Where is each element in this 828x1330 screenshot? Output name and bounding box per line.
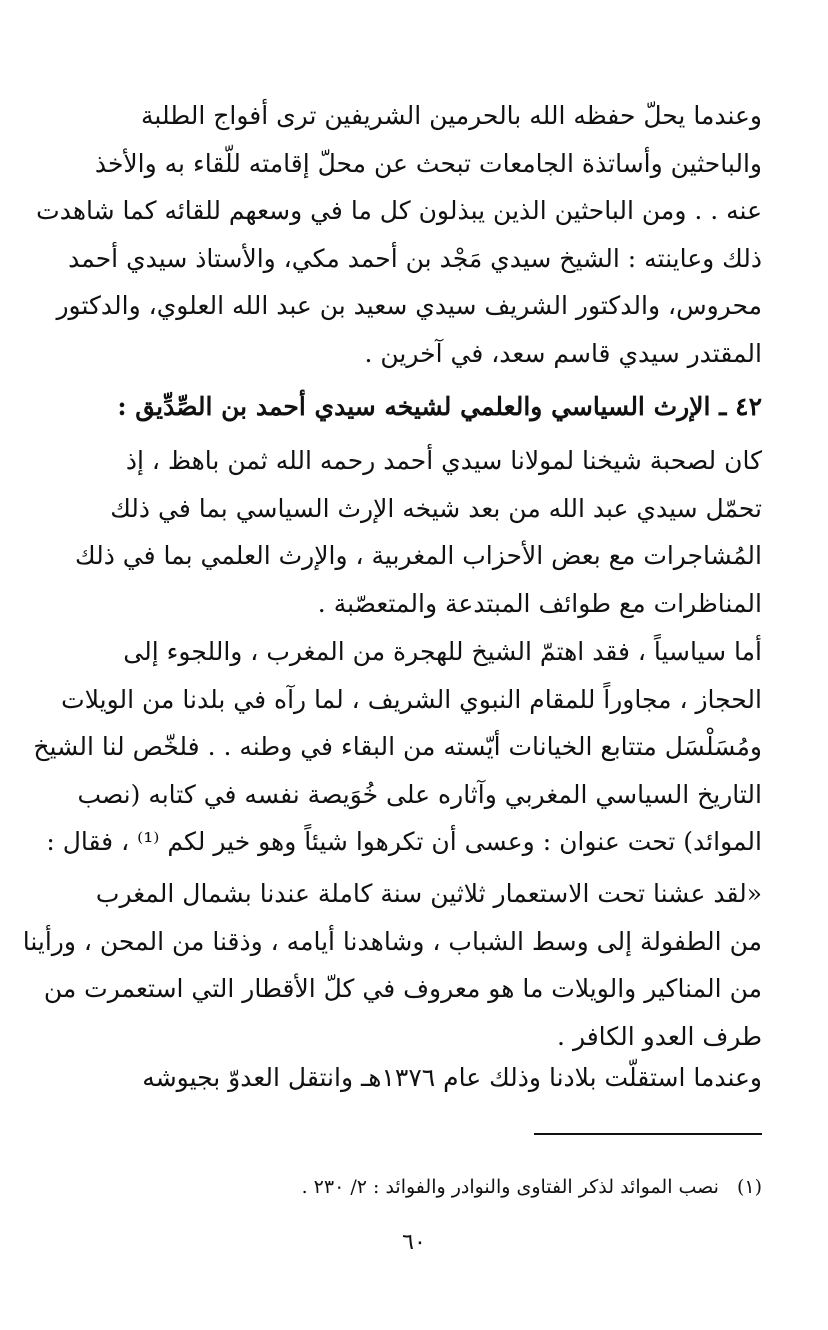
paragraph-legacy	[66, 437, 762, 627]
paragraph-scholars-visiting	[36, 92, 762, 377]
text-line: المُشاجرات مع بعض الأحزاب المغربية ، والإرث العلمي بما في ذلك	[75, 541, 762, 570]
text-line: عنه . . ومن الباحثين الذين يبذلون كل ما في وسعهم للقائه كما شاهدت	[36, 196, 762, 225]
section-heading: ٤٢ ـ الإرث السياسي والعلمي لشيخه سيدي أحمد بن الصِّدِّيق :	[117, 392, 762, 421]
paragraph-quote-colonialism	[22, 870, 762, 1060]
footnote-separator	[534, 1133, 762, 1135]
footnote	[66, 1172, 762, 1202]
text-line: ذلك وعاينته : الشيخ سيدي مَجْد بن أحمد مكي، والأستاذ سيدي أحمد	[68, 243, 762, 273]
text-line: من الطفولة إلى وسط الشباب ، وشاهدنا أيامه ، وذقنا من المحن ، ورأينا	[22, 926, 762, 956]
paragraph-independence	[66, 1054, 762, 1102]
text-line: التاريخ السياسي المغربي وآثاره على خُوَيصة نفسه في كتابه (نصب	[77, 779, 762, 809]
footnote-text: نصب الموائد لذكر الفتاوى والنوادر والفوائد : ٢/ ٢٣٠ .	[301, 1176, 719, 1198]
page-number: ٦٠	[402, 1230, 426, 1255]
text-line: طرف العدو الكافر .	[557, 1021, 762, 1051]
text-line: أما سياسياً ، فقد اهتمّ الشيخ للهجرة من المغرب ، واللجوء إلى	[123, 637, 762, 666]
text-line: الحجاز ، مجاوراً للمقام النبوي الشريف ، لما رآه في بلدنا من الويلات	[61, 684, 762, 714]
text-line: والباحثين وأساتذة الجامعات تبحث عن محلّ إقامته للّقاء به والأخذ	[94, 148, 762, 178]
text-line: تحمّل سيدي عبد الله من بعد شيخه الإرث السياسي بما في ذلك	[110, 493, 762, 523]
text-line: «لقد عشنا تحت الاستعمار ثلاثين سنة كاملة عندنا بشمال المغرب	[95, 879, 762, 908]
text-line: وعندما استقلّت بلادنا وذلك عام ١٣٧٦هـ وانتقل العدوّ بجيوشه	[142, 1063, 762, 1092]
text-line: كان لصحبة شيخنا لمولانا سيدي أحمد رحمه الله ثمن باهظ ، إذ	[125, 446, 762, 475]
text-line: المقتدر سيدي قاسم سعد، في آخرين .	[364, 338, 762, 368]
paragraph-political	[33, 628, 762, 866]
text-line: ومُسَلْسَل متتابع الخيانات أيّسته من البقاء في وطنه . . فلخّص لنا الشيخ	[33, 732, 762, 761]
text-line: وعندما يحلّ حفظه الله بالحرمين الشريفين ترى أفواج الطلبة	[141, 101, 762, 130]
text-line: محروس، والدكتور الشريف سيدي سعيد بن عبد الله العلوي، والدكتور	[56, 291, 762, 320]
footnote-number: (١)	[736, 1176, 762, 1198]
text-line: من المناكير والويلات ما هو معروف في كلّ الأقطار التي استعمرت من	[43, 974, 762, 1003]
text-line: الموائد) تحت عنوان : وعسى أن تكرهوا شيئاً وهو خير لكم ⁽¹⁾ ، فقال :	[46, 827, 762, 856]
text-line: المناظرات مع طوائف المبتدعة والمتعصّبة .	[317, 588, 762, 618]
